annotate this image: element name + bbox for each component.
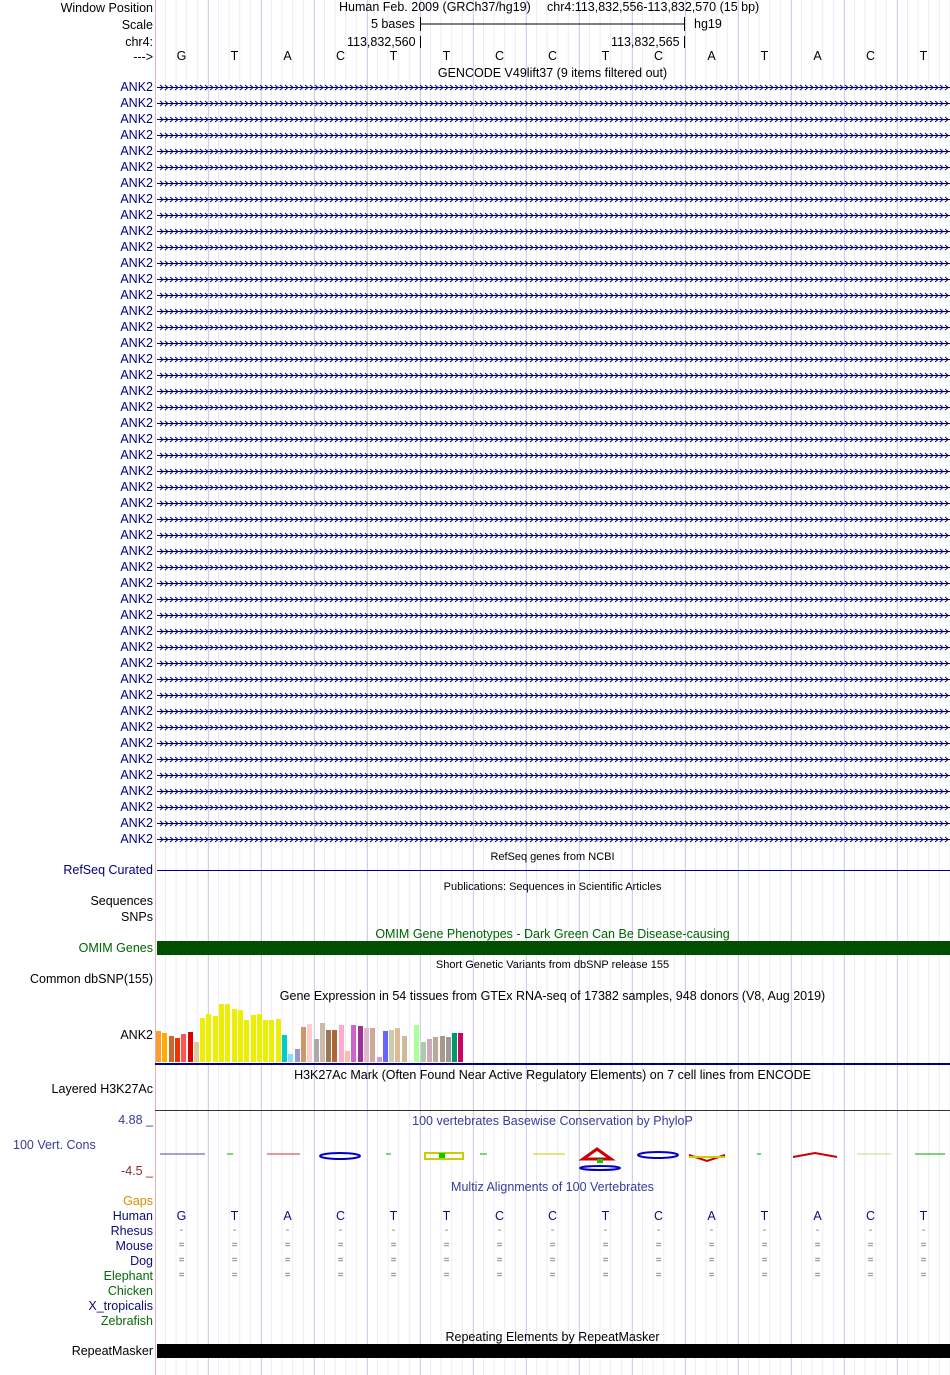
- gtex-tissue-bar[interactable]: [389, 1030, 394, 1062]
- gencode-gene-label[interactable]: ANK2: [120, 576, 153, 590]
- gencode-gene-label[interactable]: ANK2: [120, 544, 153, 558]
- assembly-name: Human Feb. 2009 (GRCh37/hg19): [339, 0, 531, 14]
- alignment-base: -: [391, 1225, 396, 1236]
- gencode-transcript[interactable]: [157, 545, 950, 557]
- gtex-tissue-bar[interactable]: [377, 1057, 382, 1062]
- alignment-base: =: [761, 1240, 768, 1251]
- gencode-gene-label[interactable]: ANK2: [120, 560, 153, 574]
- sequence-base: T: [230, 49, 239, 63]
- repeatmasker-label[interactable]: RepeatMasker: [71, 1344, 153, 1358]
- gencode-transcript[interactable]: [157, 689, 950, 701]
- alignment-base: -: [815, 1225, 820, 1236]
- gencode-gene-label[interactable]: ANK2: [120, 736, 153, 750]
- gtex-tissue-bar[interactable]: [446, 1037, 451, 1062]
- gencode-gene-label[interactable]: ANK2: [120, 384, 153, 398]
- alignment-base: =: [178, 1270, 185, 1281]
- alignment-base: =: [549, 1270, 556, 1281]
- sequence-base: C: [547, 49, 558, 63]
- gencode-transcript[interactable]: [157, 81, 950, 93]
- alignment-base: =: [814, 1255, 821, 1266]
- gtex-tissue-bar[interactable]: [364, 1028, 369, 1062]
- alignment-base: =: [284, 1240, 291, 1251]
- gencode-gene-label[interactable]: ANK2: [120, 720, 153, 734]
- gtex-tissue-bar[interactable]: [408, 1060, 413, 1062]
- gencode-transcript[interactable]: [157, 257, 950, 269]
- alignment-base: T: [442, 1209, 451, 1223]
- alignment-base: G: [176, 1209, 187, 1223]
- gencode-transcript[interactable]: [157, 481, 950, 493]
- alignment-base: -: [338, 1225, 343, 1236]
- gencode-gene-label[interactable]: ANK2: [120, 272, 153, 286]
- gencode-gene-label[interactable]: ANK2: [120, 816, 153, 830]
- gencode-gene-label[interactable]: ANK2: [120, 96, 153, 110]
- gtex-tissue-bar[interactable]: [225, 1004, 230, 1062]
- position-range: chr4:113,832,556-113,832,570 (15 bp): [547, 0, 760, 14]
- alignment-base: =: [231, 1255, 238, 1266]
- gencode-gene-label[interactable]: ANK2: [120, 608, 153, 622]
- gencode-transcript[interactable]: [157, 609, 950, 621]
- alignment-base: =: [655, 1270, 662, 1281]
- gtex-tissue-bar[interactable]: [181, 1034, 186, 1062]
- gencode-transcript[interactable]: [157, 529, 950, 541]
- sequence-base: T: [919, 49, 928, 63]
- gtex-tissue-bar[interactable]: [263, 1020, 268, 1062]
- gencode-transcript[interactable]: [157, 177, 950, 189]
- gencode-transcript[interactable]: [157, 369, 950, 381]
- gtex-tissue-bar[interactable]: [282, 1035, 287, 1062]
- gtex-tissue-bar[interactable]: [188, 1032, 193, 1062]
- species-label[interactable]: Mouse: [115, 1239, 153, 1253]
- gencode-gene-label[interactable]: ANK2: [120, 480, 153, 494]
- gencode-transcript[interactable]: [157, 129, 950, 141]
- phylop-label[interactable]: 100 Vert. Cons: [13, 1138, 96, 1152]
- alignment-base: -: [550, 1225, 555, 1236]
- gencode-gene-label[interactable]: ANK2: [120, 144, 153, 158]
- sequence-base: T: [601, 49, 610, 63]
- scale-bar: [415, 14, 695, 50]
- alignment-base: =: [761, 1270, 768, 1281]
- gencode-transcript[interactable]: [157, 353, 950, 365]
- phylop-min: -4.5 _: [121, 1164, 153, 1178]
- db-name: hg19: [694, 17, 722, 31]
- alignment-base: =: [867, 1255, 874, 1266]
- dbsnp-label[interactable]: Common dbSNP(155): [30, 972, 153, 986]
- alignment-base: =: [284, 1255, 291, 1266]
- gencode-gene-label[interactable]: ANK2: [120, 288, 153, 302]
- alignment-base: =: [496, 1255, 503, 1266]
- gencode-transcript[interactable]: [157, 161, 950, 173]
- alignment-base: -: [603, 1225, 608, 1236]
- alignment-base: C: [865, 1209, 876, 1223]
- gencode-gene-label[interactable]: ANK2: [120, 704, 153, 718]
- gencode-gene-label[interactable]: ANK2: [120, 192, 153, 206]
- gtex-tissue-bar[interactable]: [326, 1030, 331, 1062]
- gtex-tissue-bar[interactable]: [351, 1025, 356, 1062]
- alignment-base: =: [390, 1255, 397, 1266]
- phylop-title: 100 vertebrates Basewise Conservation by PhyloP: [412, 1114, 693, 1128]
- gencode-transcript[interactable]: [157, 273, 950, 285]
- gencode-gene-label[interactable]: ANK2: [120, 672, 153, 686]
- scale-label: Scale: [121, 18, 153, 32]
- gencode-transcript[interactable]: [157, 705, 950, 717]
- alignment-base: =: [443, 1255, 450, 1266]
- alignment-base: =: [867, 1240, 874, 1251]
- gencode-gene-label[interactable]: ANK2: [120, 656, 153, 670]
- gtex-tissue-bar[interactable]: [232, 1009, 237, 1062]
- species-label[interactable]: Human: [112, 1209, 153, 1223]
- gtex-tissue-bar[interactable]: [370, 1028, 375, 1062]
- gencode-gene-label[interactable]: ANK2: [120, 784, 153, 798]
- gtex-tissue-bar[interactable]: [200, 1018, 205, 1062]
- multiz-title: Multiz Alignments of 100 Vertebrates: [451, 1180, 654, 1194]
- alignment-base: =: [708, 1270, 715, 1281]
- phylop-max: 4.88 _: [118, 1113, 153, 1127]
- gtex-tissue-bar[interactable]: [402, 1036, 407, 1062]
- gtex-tissue-bar[interactable]: [383, 1031, 388, 1062]
- alignment-base: =: [390, 1240, 397, 1251]
- gencode-transcript[interactable]: [157, 97, 950, 109]
- species-label[interactable]: X_tropicalis: [88, 1299, 153, 1313]
- gencode-title: GENCODE V49lift37 (9 items filtered out): [437, 66, 668, 80]
- gtex-tissue-bar[interactable]: [301, 1027, 306, 1062]
- gtex-tissue-bar[interactable]: [358, 1026, 363, 1062]
- gencode-transcript[interactable]: [157, 577, 950, 589]
- phylop-logo: [155, 1146, 950, 1174]
- sequence-base: T: [389, 49, 398, 63]
- gtex-tissue-bar[interactable]: [295, 1049, 300, 1062]
- gtex-baseline: [155, 1063, 950, 1065]
- gtex-tissue-bar[interactable]: [427, 1039, 432, 1062]
- alignment-base: =: [337, 1255, 344, 1266]
- gtex-tissue-bar[interactable]: [288, 1054, 293, 1062]
- alignment-base: =: [443, 1270, 450, 1281]
- gencode-gene-label[interactable]: ANK2: [120, 528, 153, 542]
- alignment-base: -: [285, 1225, 290, 1236]
- gtex-tissue-bar[interactable]: [175, 1038, 180, 1062]
- alignment-base: =: [814, 1240, 821, 1251]
- strand-label: --->: [133, 50, 153, 64]
- gtex-tissue-bar[interactable]: [257, 1014, 262, 1062]
- alignment-base: A: [813, 1209, 822, 1223]
- position-right: 113,832,565: [611, 35, 680, 49]
- alignment-base: =: [496, 1240, 503, 1251]
- h3k27ac-label[interactable]: Layered H3K27Ac: [51, 1082, 153, 1096]
- sequence-base: T: [442, 49, 451, 63]
- gtex-tissue-bar[interactable]: [162, 1033, 167, 1062]
- gencode-gene-label[interactable]: ANK2: [120, 512, 153, 526]
- alignment-base: =: [390, 1270, 397, 1281]
- gencode-transcript[interactable]: [157, 465, 950, 477]
- gtex-tissue-bar[interactable]: [345, 1051, 350, 1062]
- gtex-tissue-bar[interactable]: [276, 1019, 281, 1062]
- species-label[interactable]: Elephant: [103, 1269, 153, 1283]
- gencode-transcript[interactable]: [157, 337, 950, 349]
- omim-gene-bar[interactable]: [157, 941, 950, 955]
- gencode-transcript[interactable]: [157, 225, 950, 237]
- alignment-base: -: [179, 1225, 184, 1236]
- gencode-gene-label[interactable]: ANK2: [120, 368, 153, 382]
- alignment-base: =: [337, 1240, 344, 1251]
- alignment-base: =: [337, 1270, 344, 1281]
- gencode-gene-label[interactable]: ANK2: [120, 352, 153, 366]
- alignment-base: -: [921, 1225, 926, 1236]
- alignment-base: =: [496, 1270, 503, 1281]
- gencode-transcript[interactable]: [157, 817, 950, 829]
- alignment-base: =: [231, 1270, 238, 1281]
- gencode-gene-label[interactable]: ANK2: [120, 208, 153, 222]
- gtex-gene-label[interactable]: ANK2: [120, 1028, 153, 1042]
- gaps-label[interactable]: Gaps: [123, 1194, 153, 1208]
- gtex-tissue-bar[interactable]: [194, 1042, 199, 1062]
- gencode-transcript[interactable]: [157, 401, 950, 413]
- alignment-base: =: [178, 1255, 185, 1266]
- sequence-base: A: [707, 49, 716, 63]
- gencode-gene-label[interactable]: ANK2: [120, 176, 153, 190]
- gencode-transcript[interactable]: [157, 657, 950, 669]
- alignment-base: =: [549, 1255, 556, 1266]
- gtex-tissue-bar[interactable]: [440, 1036, 445, 1062]
- gencode-transcript[interactable]: [157, 801, 950, 813]
- alignment-base: =: [708, 1240, 715, 1251]
- gencode-gene-label[interactable]: ANK2: [120, 320, 153, 334]
- omim-label[interactable]: OMIM Genes: [78, 941, 153, 955]
- publications-title: Publications: Sequences in Scientific Articles: [443, 881, 662, 893]
- alignment-base: C: [494, 1209, 505, 1223]
- gencode-gene-label[interactable]: ANK2: [120, 832, 153, 846]
- alignment-base: T: [919, 1209, 928, 1223]
- gencode-transcript[interactable]: [157, 833, 950, 845]
- sequence-base: A: [813, 49, 822, 63]
- gencode-transcript[interactable]: [157, 721, 950, 733]
- gtex-tissue-bar[interactable]: [452, 1033, 457, 1062]
- gencode-gene-label[interactable]: ANK2: [120, 240, 153, 254]
- gtex-tissue-bar[interactable]: [156, 1031, 161, 1062]
- gencode-gene-label[interactable]: ANK2: [120, 432, 153, 446]
- alignment-base: T: [760, 1209, 769, 1223]
- gtex-tissue-bar[interactable]: [332, 1030, 337, 1062]
- alignment-base: =: [920, 1270, 927, 1281]
- gencode-gene-label[interactable]: ANK2: [120, 624, 153, 638]
- alignment-base: =: [178, 1240, 185, 1251]
- alignment-base: -: [497, 1225, 502, 1236]
- gencode-gene-label[interactable]: ANK2: [120, 304, 153, 318]
- snps-label[interactable]: SNPs: [121, 910, 153, 924]
- alignment-base: =: [284, 1270, 291, 1281]
- alignment-base: T: [230, 1209, 239, 1223]
- alignment-base: -: [232, 1225, 237, 1236]
- gtex-tissue-bar[interactable]: [219, 1004, 224, 1062]
- gtex-tissue-bar[interactable]: [395, 1028, 400, 1062]
- gtex-title: Gene Expression in 54 tissues from GTEx RNA-seq of 17382 samples, 948 donors (V8, Aug 2019): [279, 989, 826, 1003]
- gencode-gene-label[interactable]: ANK2: [120, 416, 153, 430]
- gencode-transcript[interactable]: [157, 737, 950, 749]
- gencode-transcript[interactable]: [157, 625, 950, 637]
- gencode-gene-label[interactable]: ANK2: [120, 128, 153, 142]
- gtex-tissue-bar[interactable]: [244, 1020, 249, 1062]
- sequence-base: C: [494, 49, 505, 63]
- gtex-tissue-bar[interactable]: [433, 1037, 438, 1062]
- refseq-label[interactable]: RefSeq Curated: [63, 863, 153, 877]
- gtex-tissue-bar[interactable]: [414, 1025, 419, 1062]
- h3k27ac-title: H3K27Ac Mark (Often Found Near Active Regulatory Elements) on 7 cell lines from ENCODE: [294, 1068, 811, 1082]
- gencode-gene-label[interactable]: ANK2: [120, 448, 153, 462]
- sequence-base: T: [760, 49, 769, 63]
- alignment-base: T: [601, 1209, 610, 1223]
- gencode-gene-label[interactable]: ANK2: [120, 464, 153, 478]
- gtex-tissue-bar[interactable]: [238, 1010, 243, 1062]
- gencode-transcript[interactable]: [157, 241, 950, 253]
- alignment-base: =: [708, 1255, 715, 1266]
- gencode-transcript[interactable]: [157, 433, 950, 445]
- gencode-gene-label[interactable]: ANK2: [120, 688, 153, 702]
- gtex-tissue-bar[interactable]: [320, 1023, 325, 1062]
- gencode-transcript[interactable]: [157, 289, 950, 301]
- gencode-transcript[interactable]: [157, 561, 950, 573]
- alignment-base: =: [602, 1240, 609, 1251]
- alignment-base: =: [814, 1270, 821, 1281]
- refseq-title: RefSeq genes from NCBI: [490, 851, 615, 863]
- alignment-base: =: [655, 1240, 662, 1251]
- alignment-base: C: [547, 1209, 558, 1223]
- gencode-gene-label[interactable]: ANK2: [120, 400, 153, 414]
- sequence-base: C: [865, 49, 876, 63]
- gencode-transcript[interactable]: [157, 497, 950, 509]
- sequences-label[interactable]: Sequences: [90, 894, 153, 908]
- alignment-base: =: [920, 1240, 927, 1251]
- gtex-tissue-bar[interactable]: [169, 1036, 174, 1062]
- gencode-transcript[interactable]: [157, 593, 950, 605]
- species-label[interactable]: Chicken: [107, 1284, 153, 1298]
- alignment-base: =: [231, 1240, 238, 1251]
- gencode-transcript[interactable]: [157, 209, 950, 221]
- gtex-tissue-bar[interactable]: [458, 1033, 463, 1062]
- gencode-gene-label[interactable]: ANK2: [120, 336, 153, 350]
- gencode-gene-label[interactable]: ANK2: [120, 752, 153, 766]
- alignment-base: =: [602, 1255, 609, 1266]
- sequence-base: G: [176, 49, 187, 63]
- alignment-base: -: [709, 1225, 714, 1236]
- alignment-base: =: [920, 1255, 927, 1266]
- alignment-base: A: [707, 1209, 716, 1223]
- alignment-base: A: [283, 1209, 292, 1223]
- gencode-gene-label[interactable]: ANK2: [120, 496, 153, 510]
- alignment-base: C: [653, 1209, 664, 1223]
- gtex-tissue-bar[interactable]: [307, 1024, 312, 1062]
- gencode-transcript[interactable]: [157, 321, 950, 333]
- gencode-transcript[interactable]: [157, 753, 950, 765]
- gencode-transcript[interactable]: [157, 385, 950, 397]
- gencode-gene-label[interactable]: ANK2: [120, 800, 153, 814]
- refseq-gene-line[interactable]: [157, 870, 950, 871]
- gencode-transcript[interactable]: [157, 785, 950, 797]
- species-label[interactable]: Rhesus: [110, 1224, 153, 1238]
- gtex-tissue-bar[interactable]: [339, 1025, 344, 1062]
- gencode-gene-label[interactable]: ANK2: [120, 80, 153, 94]
- h3k27ac-baseline: [155, 1110, 950, 1111]
- gtex-tissue-bar[interactable]: [269, 1020, 274, 1062]
- alignment-base: =: [602, 1270, 609, 1281]
- alignment-base: T: [389, 1209, 398, 1223]
- gtex-tissue-bar[interactable]: [206, 1014, 211, 1062]
- gtex-tissue-bar[interactable]: [421, 1042, 426, 1062]
- species-label[interactable]: Zebrafish: [100, 1314, 153, 1328]
- chrom-label: chr4:: [125, 35, 153, 49]
- gencode-gene-label[interactable]: ANK2: [120, 224, 153, 238]
- gencode-gene-label[interactable]: ANK2: [120, 640, 153, 654]
- omim-title: OMIM Gene Phenotypes - Dark Green Can Be Disease-causing: [375, 927, 730, 941]
- gencode-gene-label[interactable]: ANK2: [120, 112, 153, 126]
- gtex-tissue-bar[interactable]: [314, 1039, 319, 1062]
- gencode-gene-label[interactable]: ANK2: [120, 768, 153, 782]
- position-left: 113,832,560: [347, 35, 416, 49]
- alignment-base: -: [762, 1225, 767, 1236]
- gencode-transcript[interactable]: [157, 513, 950, 525]
- species-label[interactable]: Dog: [130, 1254, 153, 1268]
- gencode-transcript[interactable]: [157, 193, 950, 205]
- sequence-base: C: [653, 49, 664, 63]
- window-position-label: Window Position: [60, 1, 153, 15]
- repeatmasker-bar[interactable]: [157, 1344, 950, 1358]
- gencode-transcript[interactable]: [157, 113, 950, 125]
- gencode-gene-label[interactable]: ANK2: [120, 160, 153, 174]
- alignment-base: =: [867, 1270, 874, 1281]
- alignment-base: -: [444, 1225, 449, 1236]
- alignment-base: -: [656, 1225, 661, 1236]
- alignment-base: =: [549, 1240, 556, 1251]
- alignment-base: =: [655, 1255, 662, 1266]
- scale-text: 5 bases: [371, 17, 415, 31]
- gencode-gene-label[interactable]: ANK2: [120, 256, 153, 270]
- alignment-base: =: [761, 1255, 768, 1266]
- sequence-base: C: [335, 49, 346, 63]
- alignment-base: C: [335, 1209, 346, 1223]
- gencode-transcript[interactable]: [157, 145, 950, 157]
- gencode-transcript[interactable]: [157, 305, 950, 317]
- gencode-transcript[interactable]: [157, 449, 950, 461]
- dbsnp-title: Short Genetic Variants from dbSNP release 155: [435, 959, 670, 971]
- alignment-base: =: [443, 1240, 450, 1251]
- gencode-transcript[interactable]: [157, 769, 950, 781]
- gencode-transcript[interactable]: [157, 417, 950, 429]
- repeatmasker-title: Repeating Elements by RepeatMasker: [445, 1330, 660, 1344]
- gencode-transcript[interactable]: [157, 673, 950, 685]
- gtex-tissue-bar[interactable]: [251, 1015, 256, 1062]
- gtex-tissue-bar[interactable]: [213, 1016, 218, 1062]
- sequence-base: A: [283, 49, 292, 63]
- gencode-transcript[interactable]: [157, 641, 950, 653]
- gencode-gene-label[interactable]: ANK2: [120, 592, 153, 606]
- alignment-base: -: [868, 1225, 873, 1236]
